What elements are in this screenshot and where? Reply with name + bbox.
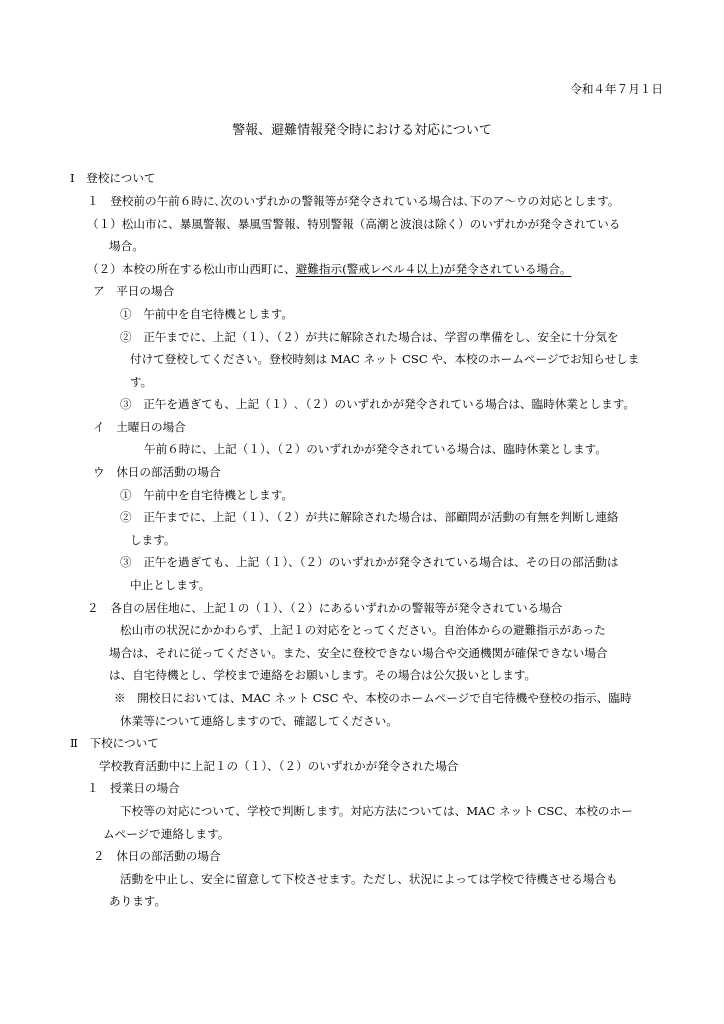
condition-2 xyxy=(87,261,571,277)
weekday-step-1: ① 午前中を自宅待機とします。 xyxy=(120,307,293,321)
condition-1: （１）松山市に、暴風警報、暴風雪警報、特別警報（高潮と波浪は除く）のいずれかが発令されている xyxy=(87,217,621,231)
sub-heading-weekday: ア 平日の場合 xyxy=(93,284,175,298)
holiday-step-1: ① 午前中を自宅待機とします。 xyxy=(120,488,293,502)
gekou-sub-1-text-cont: ムページで連絡します。 xyxy=(103,827,230,841)
item-1-heading: １ 登校前の午前６時に､次のいずれかの警報等が発令されている場合は､下のア～ウの対応とします。 xyxy=(87,194,620,208)
item-2-heading: ２ 各自の居住地に、上記１の（１）、（２）にあるいずれかの警報等が発令されている場合 xyxy=(87,601,563,615)
weekday-step-2: ② 正午までに、上記（１）、（２）が共に解除された場合は、学習の準備をし、安全に十分気を xyxy=(120,330,619,344)
condition-2-underlined: 避難指示(警戒レベル４以上)が発令されている場合。 xyxy=(295,262,572,276)
gekou-sub-2-text-cont: あります。 xyxy=(109,894,167,908)
saturday-text: 午前６時に、上記（１）、（２）のいずれかが発令されている場合は、臨時休業とします。 xyxy=(144,442,607,456)
holiday-step-3-cont: 中止とします。 xyxy=(130,578,211,592)
condition-1-cont: 場合。 xyxy=(109,239,144,253)
sub-heading-saturday: イ 土曜日の場合 xyxy=(93,420,186,434)
section-heading-tokou: Ⅰ 登校について xyxy=(70,171,156,185)
gekou-intro: 学校教育活動中に上記１の（１）、（２）のいずれかが発令された場合 xyxy=(99,759,459,773)
note-text-cont: 休業等について連絡しますので、確認してください。 xyxy=(120,714,398,728)
item-2-text-1: 松山市の状況にかかわらず、上記１の対応をとってください。自治体からの避難指示があった xyxy=(120,623,606,637)
document-title: 警報、避難情報発令時における対応について xyxy=(232,123,492,138)
weekday-step-2-cont2: す。 xyxy=(130,375,153,389)
weekday-step-2-cont: 付けて登校してください。登校時刻は MAC ネット CSC や、本校のホームページでお知らせしま xyxy=(130,352,640,366)
sub-heading-holiday-club: ウ 休日の部活動の場合 xyxy=(93,465,221,479)
gekou-sub-2-text: 活動を中止し、安全に留意して下校させます。ただし、状況によっては学校で待機させる場合も xyxy=(120,872,618,886)
weekday-step-3: ③ 正午を過ぎても、上記（１）､（２）のいずれかが発令されている場合は、臨時休業とします。 xyxy=(120,397,635,411)
gekou-sub-1-text: 下校等の対応について、学校で判断します。対応方法については、MAC ネット CSC、本校のホー xyxy=(120,804,633,818)
section-heading-gekou: Ⅱ 下校について xyxy=(70,736,159,750)
holiday-step-2-cont: します。 xyxy=(130,533,176,547)
gekou-sub-1: １ 授業日の場合 xyxy=(87,781,180,795)
holiday-step-2: ② 正午までに、上記（１）、（２）が共に解除された場合は、部顧問が活動の有無を判断し連絡 xyxy=(120,510,619,524)
condition-2-text: （２）本校の所在する松山市山西町に、 xyxy=(87,262,296,276)
note-text: ※ 開校日においては、MAC ネット CSC や、本校のホームページで自宅待機や登校の指示、臨時 xyxy=(114,691,632,705)
holiday-step-3: ③ 正午を過ぎても、上記（１）、（２）のいずれかが発令されている場合は、その日の部活動は xyxy=(120,555,619,569)
gekou-sub-2: ２ 休日の部活動の場合 xyxy=(93,849,221,863)
item-2-text-2: 場合は、それに従ってください。また、安全に登校できない場合や交通機関が確保できない場合 xyxy=(109,646,608,660)
document-date: 令和４年７月１日 xyxy=(570,82,663,96)
item-2-text-3: は、自宅待機とし、学校まで連絡をお願いします。その場合は公欠扱いとします。 xyxy=(109,668,537,682)
